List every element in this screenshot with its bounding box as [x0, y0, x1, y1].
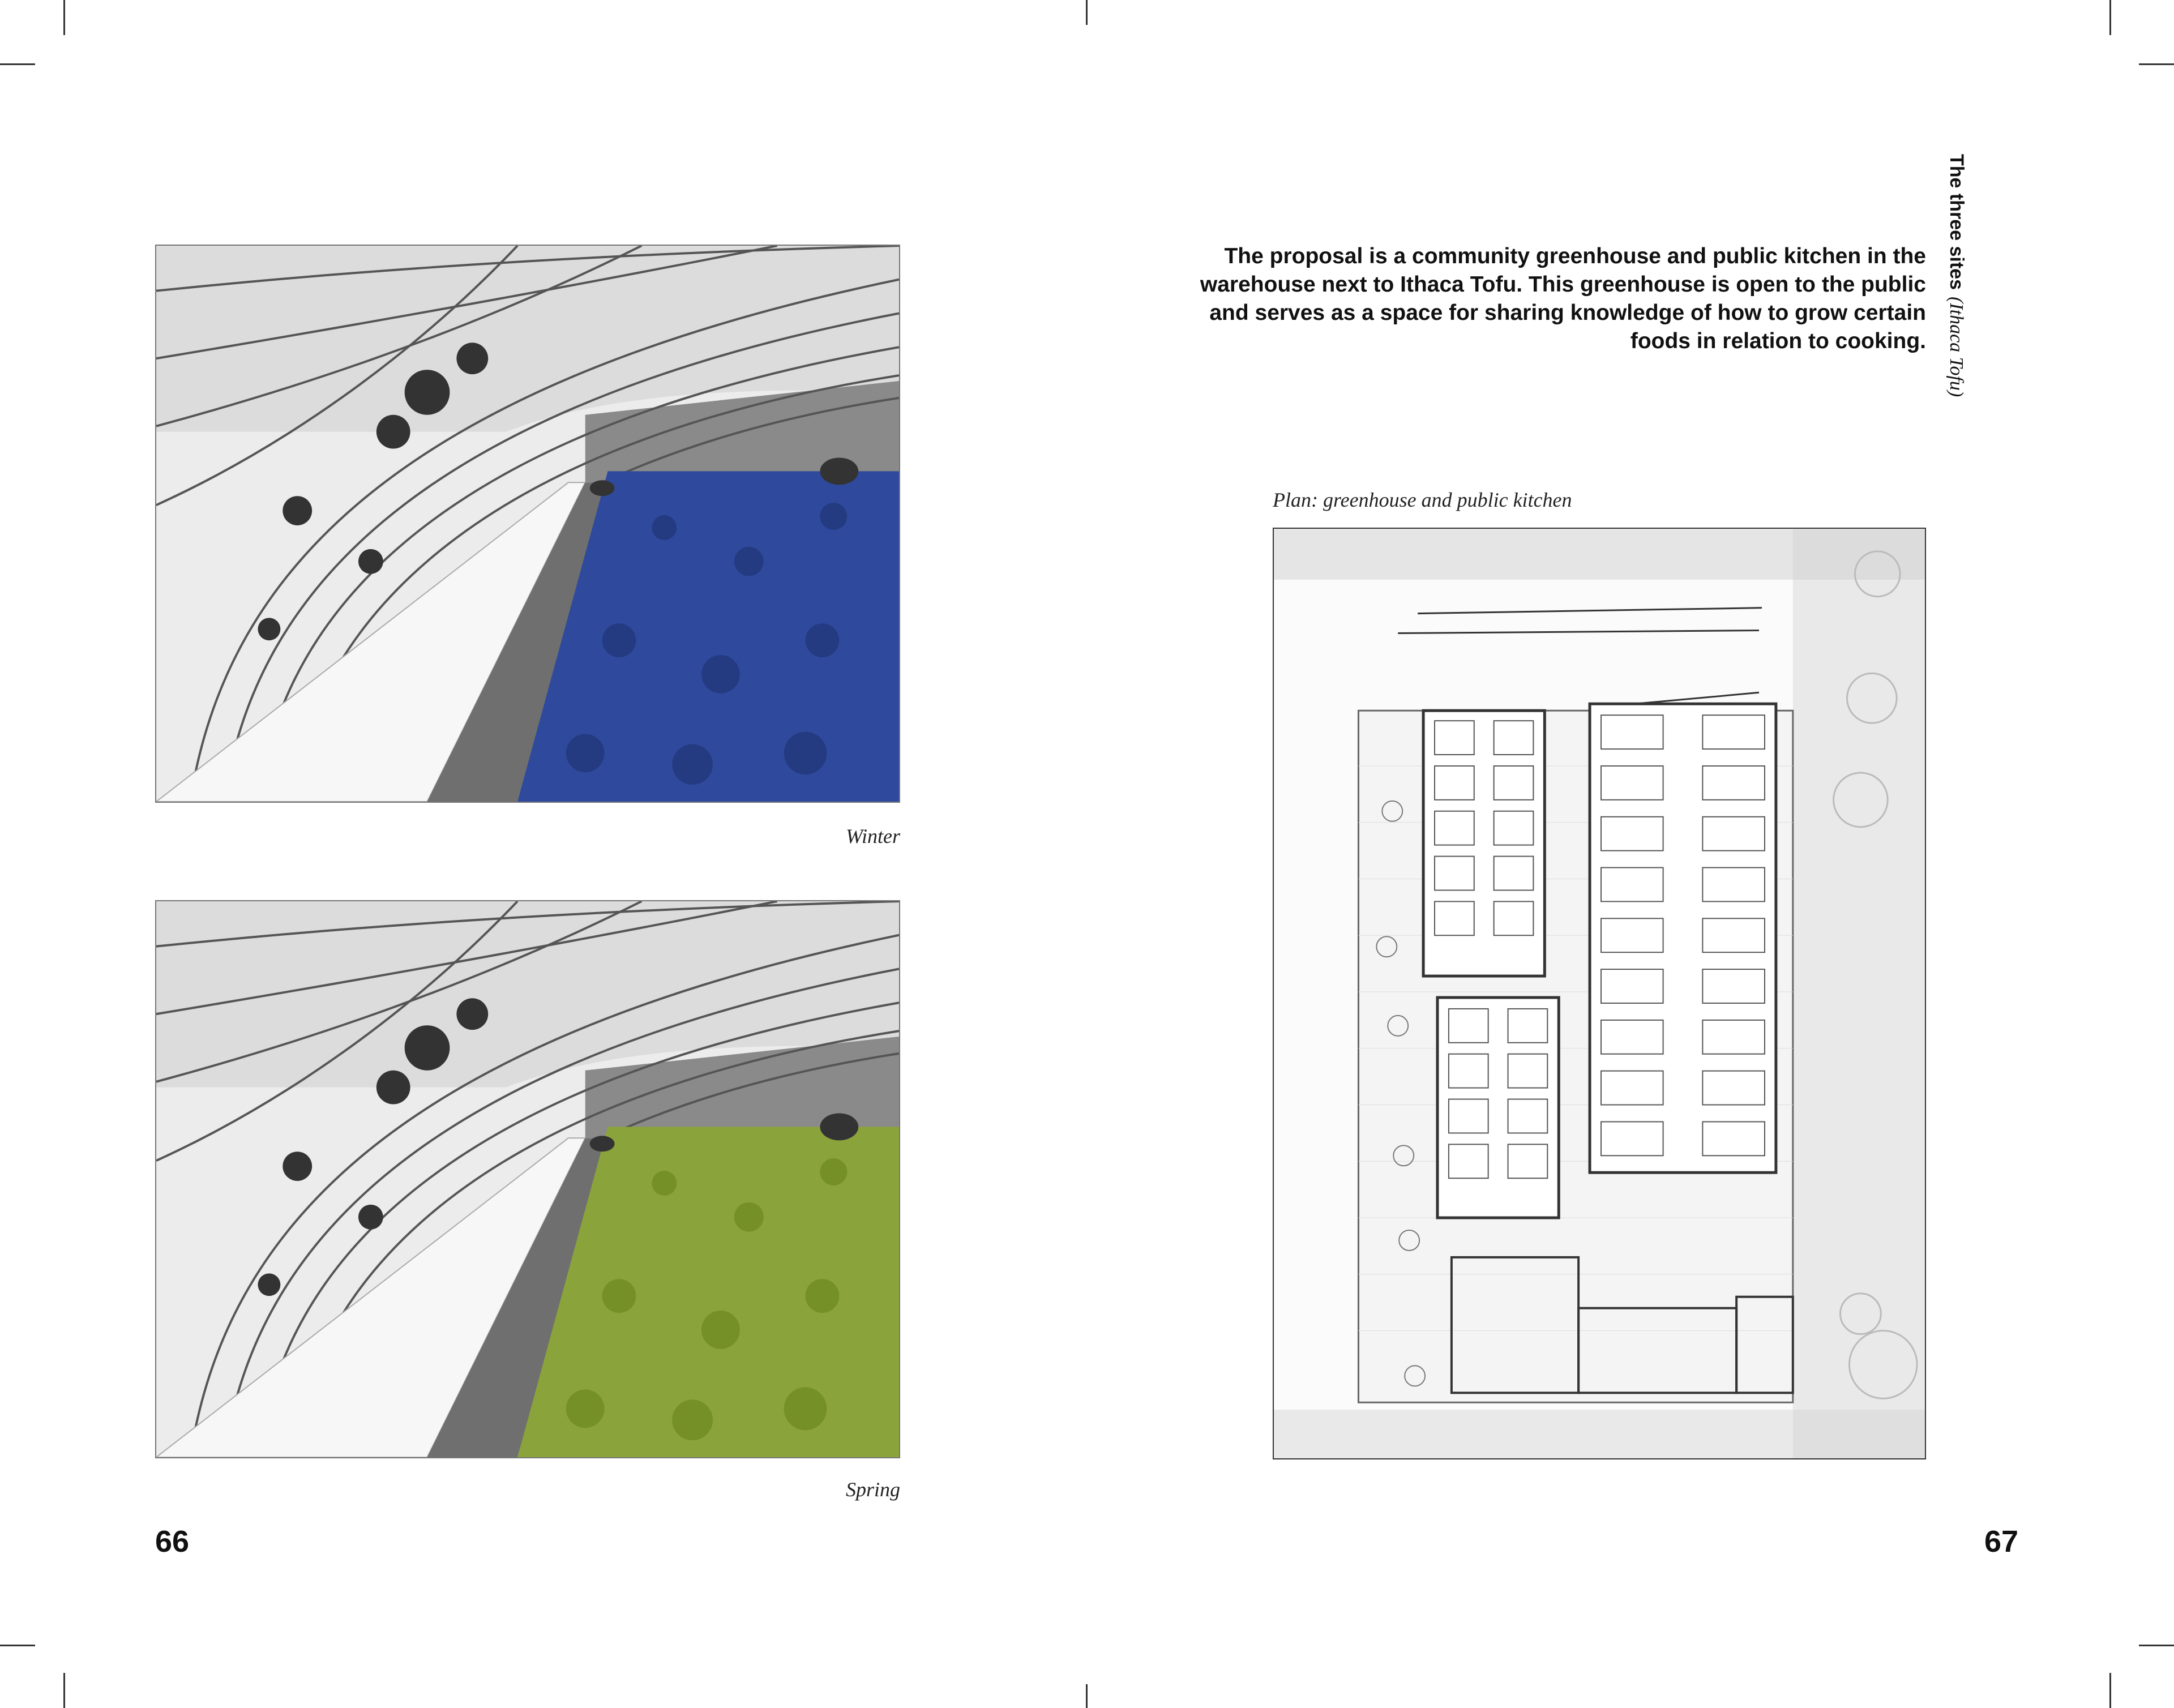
running-head-section: The three sites — [1946, 154, 1967, 290]
page-number-left: 66 — [155, 1525, 190, 1559]
greenhouse-photo-winter — [155, 245, 900, 803]
photo-caption-winter: Winter — [846, 825, 900, 847]
page-number-right: 67 — [1984, 1525, 2019, 1559]
crop-mark — [0, 1645, 35, 1646]
crop-mark — [2109, 0, 2111, 35]
running-head-site: (Ithaca Tofu) — [1946, 296, 1967, 397]
greenhouse-photo-spring — [155, 900, 900, 1458]
crop-mark — [2139, 63, 2174, 65]
plan-caption: Plan: greenhouse and public kitchen — [1273, 489, 1572, 511]
intro-paragraph: The proposal is a community greenhouse and public kitchen in the warehouse next to Ithaca Tofu. This greenhouse is open to the public and serves as a space for sharing knowledge of how to grow certain foods in relation to cooking. — [1200, 244, 1926, 353]
crop-mark — [1086, 1684, 1088, 1708]
running-head — [1945, 154, 1967, 397]
photo-caption-spring: Spring — [845, 1478, 900, 1501]
crop-mark — [2139, 1645, 2174, 1646]
crop-mark — [2109, 1673, 2111, 1708]
crop-mark — [1086, 0, 1088, 25]
crop-mark — [0, 63, 35, 65]
crop-mark — [63, 0, 65, 35]
floor-plan-drawing — [1273, 528, 1926, 1459]
crop-mark — [63, 1673, 65, 1708]
